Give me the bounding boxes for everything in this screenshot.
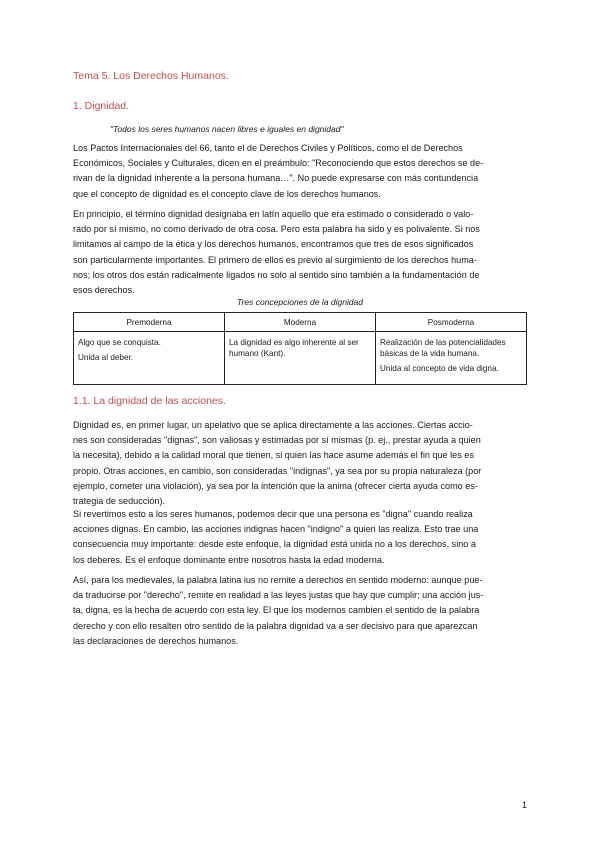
table-row bbox=[74, 332, 527, 385]
text-line: esos derechos. bbox=[73, 285, 135, 296]
cell-text: Realización de las potencialidades básicas de la vida humana. bbox=[380, 338, 506, 358]
paragraph-principio bbox=[73, 207, 527, 298]
text-line: Así, para los medievales, la palabra latina ius no remite a derechos en sentido moderno: aunque pue- bbox=[73, 575, 483, 585]
topic-title: Tema 5. Los Derechos Humanos. bbox=[73, 70, 229, 82]
section-heading-dignidad-acciones: 1.1. La dignidad de las acciones. bbox=[73, 395, 226, 407]
text-line: la necesita), debido a la calidad moral que tienen, si quien las hace asume además el fin que les es bbox=[73, 450, 474, 461]
text-line: Los Pactos Internacionales del 66, tanto el de Derechos Civiles y Políticos, como el de Derechos bbox=[73, 143, 463, 153]
cell-posmoderna bbox=[376, 332, 527, 385]
text-line: que el concepto de dignidad es el concepto clave de los derechos humanos. bbox=[73, 188, 381, 199]
cell-premoderna bbox=[74, 332, 225, 385]
text-line: ta, digna, es la hecha de acuerdo con esta ley. El que los modernos cambien el sentido de la palabra bbox=[73, 605, 480, 616]
text-line: Económicos, Sociales y Culturales, dicen en el preámbulo: "Reconociendo que estos derechos se de- bbox=[73, 158, 484, 169]
column-header-posmoderna: Posmoderna bbox=[376, 313, 527, 332]
table-header-row bbox=[74, 313, 527, 332]
text-line: nes son consideradas "dignas", son valiosas y estimadas por sí mismas (p. ej., prestar ayuda a quien bbox=[73, 435, 481, 446]
paragraph-persona bbox=[73, 507, 527, 568]
cell-text: Unida al concepto de vida digna. bbox=[380, 364, 499, 373]
paragraph-medievales bbox=[73, 573, 527, 649]
text-line: nos; los otros dos están radicalmente ligados no solo al sentido sino también a la fundamentación de bbox=[73, 269, 480, 280]
paragraph-pactos bbox=[73, 141, 527, 202]
text-line: son particularmente importantes. El primero de ellos es previo al surgimiento de los derechos huma- bbox=[73, 254, 477, 265]
cell-moderna bbox=[225, 332, 376, 385]
text-line: da traducirse por "derecho", remite en realidad a las leyes justas que hay que cumplir; una acción jus- bbox=[73, 590, 484, 601]
text-line: propio. Otras acciones, en cambio, son consideradas "indignas", ya sea por su propia naturaleza (por bbox=[73, 465, 482, 476]
column-header-premoderna: Premoderna bbox=[74, 313, 225, 332]
text-line: las declaraciones de derechos humanos. bbox=[73, 635, 239, 646]
text-line: ejemplo, cometer una violación), ya sea por la intención que la anima (ofrecer cierta ayuda como es- bbox=[73, 480, 478, 491]
text-line: trategia de seducción). bbox=[73, 496, 166, 507]
text-line: En principio, el término dignidad designaba en latín aquello que era estimado o considerado o valo- bbox=[73, 209, 474, 219]
text-line: derecho y con ello resalten otro sentido de la palabra dignidad va a ser decisivo para que aparezcan bbox=[73, 620, 478, 631]
section-heading-dignidad: 1. Dignidad. bbox=[73, 100, 130, 112]
dignity-conceptions-table bbox=[73, 312, 527, 385]
text-line: los deberes. Es el enfoque dominante entre nosotros hasta la edad moderna. bbox=[73, 554, 385, 565]
paragraph-acciones bbox=[73, 418, 527, 509]
page-number: 1 bbox=[521, 800, 527, 810]
text-line: Si revertimos esto a los seres humanos, podemos decir que una persona es "digna" cuando realiza bbox=[73, 509, 473, 519]
cell-text: Algo que se conquista. bbox=[78, 338, 161, 347]
table-caption: Tres concepciones de la dignidad bbox=[236, 297, 363, 307]
text-line: rado por sí mismo, no como derivado de otra cosa. Pero esta palabra ha sido y es polivalente. Si nos bbox=[73, 224, 480, 235]
column-header-moderna: Moderna bbox=[225, 313, 376, 332]
text-line: acciones dignas. En cambio, las acciones indignas hacen "indigno" a quien las realiza. Esto trae una bbox=[73, 524, 479, 535]
text-line: Dignidad es, en primer lugar, un apelativo que se aplica directamente a las acciones. Ciertas accio- bbox=[73, 420, 473, 430]
cell-text: La dignidad es algo inherente al ser humano (Kant). bbox=[229, 338, 359, 358]
text-line: consecuencia muy importante: desde este enfoque, la dignidad está unida no a los derechos, sino a bbox=[73, 539, 476, 550]
text-line: limitamos al campo de la ética y los derechos humanos, encontramos que tres de esos significados bbox=[73, 239, 474, 250]
epigraph-quote: "Todos los seres humanos nacen libres e iguales en dignidad" bbox=[110, 124, 344, 134]
text-line: rivan de la dignidad inherente a la persona humana…". No puede expresarse con más contundencia bbox=[73, 173, 479, 184]
cell-text: Unida al deber. bbox=[78, 353, 134, 362]
